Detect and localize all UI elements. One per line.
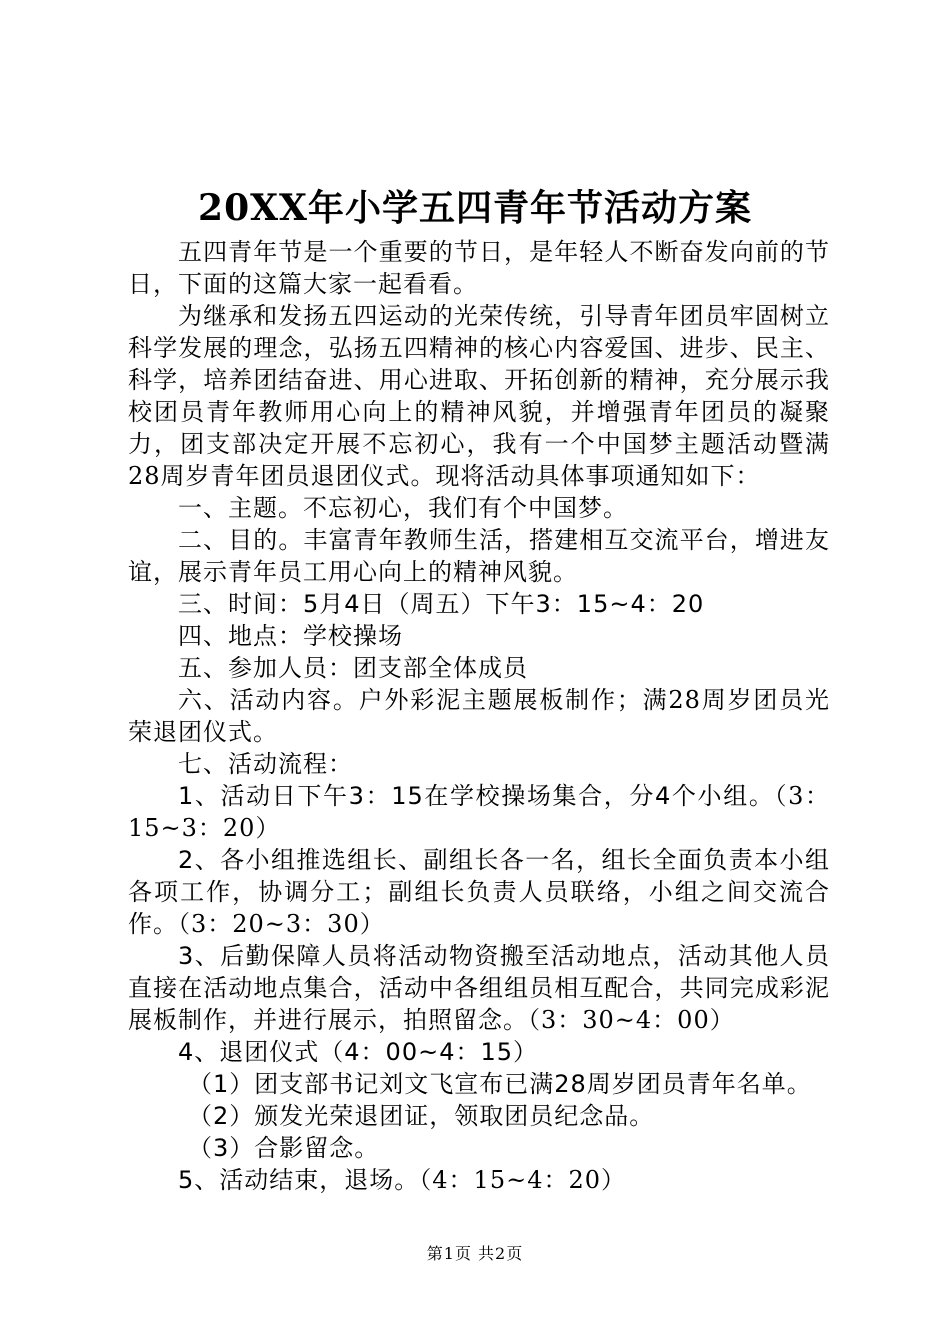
- theme-text: 不忘初心，我们有个中国梦。: [303, 494, 628, 522]
- location-section: 四、地点：学校操场: [178, 622, 403, 650]
- process-step-1: [128, 780, 830, 844]
- purpose-paragraph: 为继承和发扬五四运动的光荣传统，引导青年团员牢固树立科学发展的理念，弘扬五四精神的核心内容爱国、进步、民主、科学，培养团结奋进、用心进取、开拓创新的精神，充分展示我校团员青年教师用心向上的精神风貌，并增强青年团员的凝聚力，团支部决定开展不忘初心，我有一个中国梦主题活动暨满28周岁青年团员退团仪式。现将活动具体事项通知如下：: [128, 302, 830, 490]
- step-3-time: （3：30~4：00）: [528, 1006, 735, 1034]
- step-4-sub-3: （3）合影留念。: [188, 1134, 380, 1162]
- step-4-text: 4、退团仪式: [178, 1038, 320, 1066]
- goal-label: 二、目的。: [178, 526, 304, 554]
- theme-label: 一、主题。: [178, 494, 303, 522]
- page-footer: 第1页 共2页: [426, 1244, 524, 1263]
- time-section: 三、时间：5月4日（周五）下午3：15~4：20: [178, 590, 705, 618]
- step-3-text: 3、后勤保障人员将活动物资搬至活动地点，活动其他人员直接在活动地点集合，活动中各组组员相互配合，共同完成彩泥展板制作，并进行展示，拍照留念。: [128, 942, 830, 1034]
- participants-section: 五、参加人员：团支部全体成员: [178, 654, 528, 682]
- process-step-2: [128, 844, 830, 940]
- content-text: 户外彩泥主题展板制作；满28周岁团员光荣退团仪式。: [128, 686, 831, 746]
- step-1-text: 1、活动日下午3：15在学校操场集合，分4个小组。: [178, 782, 775, 810]
- step-1-time: （3：15~3：20）: [128, 782, 830, 842]
- content-section: [128, 684, 830, 748]
- intro-paragraph: 五四青年节是一个重要的节日，是年轻人不断奋发向前的节日，下面的这篇大家一起看看。: [128, 238, 830, 298]
- step-5-text: 5、活动结束，退场。: [178, 1166, 420, 1194]
- process-step-3: [128, 940, 830, 1036]
- goal-text: 丰富青年教师生活，搭建相互交流平台，增进友谊，展示青年员工用心向上的精神风貌。: [128, 526, 831, 586]
- goal-section: [128, 524, 830, 588]
- theme-section: [128, 492, 830, 524]
- process-step-5: [128, 1164, 830, 1196]
- process-step-4: [128, 1036, 830, 1068]
- content-label: 六、活动内容。: [178, 686, 359, 714]
- process-heading: 七、活动流程：: [178, 750, 353, 778]
- step-4-time: （4：00~4：15）: [319, 1038, 539, 1066]
- step-4-sub-2: （2）颁发光荣退团证，领取团员纪念品。: [188, 1102, 655, 1130]
- step-2-text: 2、各小组推选组长、副组长各一名，组长全面负责本小组各项工作，协调分工；副组长负责人员联络，小组之间交流合作。: [128, 846, 830, 938]
- document-title: 20XX年小学五四青年节活动方案: [198, 187, 752, 229]
- step-5-time: （4：15~4：20）: [419, 1166, 627, 1194]
- document-body: [128, 236, 830, 1196]
- step-4-sub-1: （1）团支部书记刘文飞宣布已满28周岁团员青年名单。: [188, 1070, 812, 1098]
- step-2-time: （3：20~3：30）: [178, 910, 385, 938]
